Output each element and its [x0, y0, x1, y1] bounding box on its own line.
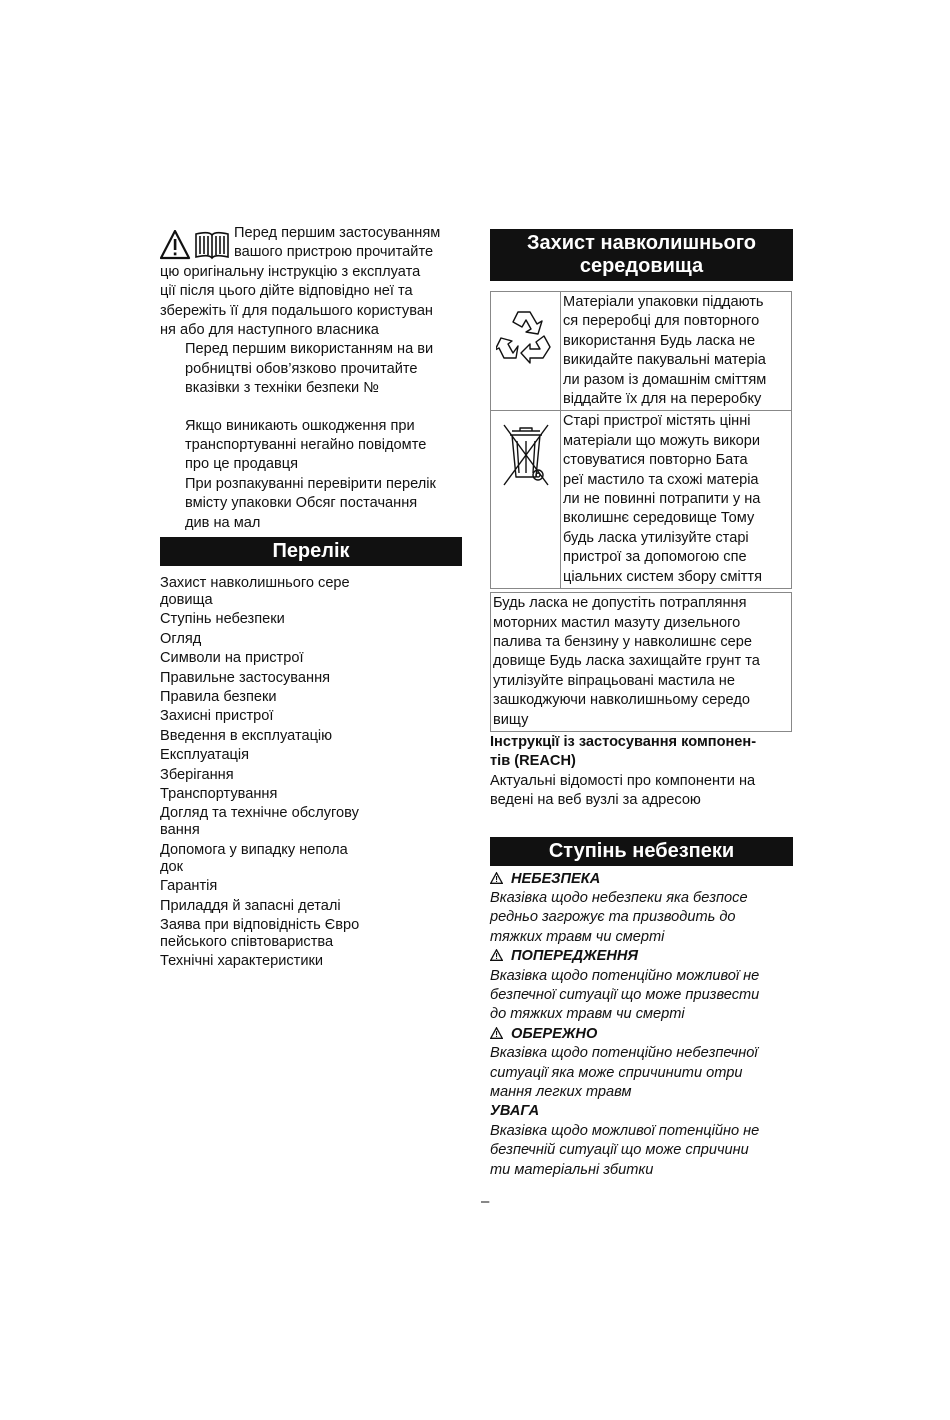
- transport-note-line: При розпакуванні перевірити перелік: [185, 475, 436, 492]
- environment-heading-line: середовища: [579, 255, 704, 277]
- notice-text-line: ти матеріальні збитки: [490, 1161, 654, 1178]
- notice-label: УВАГА: [490, 1103, 540, 1120]
- safety-note-line: робництві обов’язково прочитайте: [185, 360, 418, 377]
- contents-item[interactable]: [160, 842, 462, 878]
- contents-item-text: Технічні характеристики: [160, 953, 324, 970]
- contents-item-text: Правила безпеки: [160, 689, 277, 706]
- recycle-text-line: ли разом із домашнім сміттям: [563, 371, 767, 388]
- contents-item-text: Захист навколишнього сере: [160, 575, 350, 592]
- warning-text-line: безпечної ситуації що може призвести: [490, 987, 760, 1003]
- caution-text-line: ситуації яка може спричинити отри: [490, 1064, 743, 1081]
- intro-block: [160, 224, 462, 340]
- caution-text-line: Вказівка щодо потенційно небезпечної: [490, 1045, 758, 1062]
- left-column: [160, 224, 462, 973]
- contents-heading: Перелік: [160, 537, 462, 566]
- intro-line: ня або для наступного власника: [160, 322, 379, 339]
- recycle-text-line: використання Будь ласка не: [563, 332, 756, 349]
- contents-item-text: Огляд: [160, 630, 202, 647]
- contents-item[interactable]: [160, 805, 462, 841]
- contents-item[interactable]: [160, 878, 462, 897]
- contents-item[interactable]: [160, 575, 462, 611]
- intro-line: Перед першим застосуванням: [234, 225, 441, 241]
- disposal-icon-cell: [491, 411, 561, 589]
- warning-text-line: до тяжких травм чи смерті: [490, 1006, 685, 1023]
- contents-item[interactable]: [160, 898, 462, 917]
- oil-notice-line: утилізуйте віпрацьовані мастила не: [493, 672, 735, 689]
- recycle-icon-cell: [491, 292, 561, 411]
- disposal-text-line: Старі пристрої містять цінні: [563, 413, 751, 430]
- contents-item-text: Захисні пристрої: [160, 708, 274, 725]
- contents-item[interactable]: [160, 953, 462, 972]
- reach-text-line: ведені на веб вузлі за адресою: [490, 792, 701, 809]
- contents-item[interactable]: [160, 650, 462, 669]
- environment-heading: [490, 229, 793, 281]
- oil-notice-line: зашкоджуючи навколишньому середо: [493, 692, 750, 709]
- oil-notice-line: Будь ласка не допустіть потрапляння: [493, 595, 747, 612]
- transport-note-line: транспортуванні негайно повідомте: [185, 437, 427, 454]
- contents-item[interactable]: [160, 917, 462, 953]
- reach-text-line: Актуальні відомості про компоненти на: [490, 772, 756, 789]
- disposal-text-line: реї мастило та схожі матеріа: [563, 471, 759, 488]
- hazard-levels-heading: Ступінь небезпеки: [490, 837, 793, 866]
- disposal-row: [491, 411, 792, 589]
- right-column: [490, 229, 793, 1180]
- hazard-levels: [490, 870, 793, 1181]
- warning-label: [490, 947, 793, 966]
- warning-triangle-icon: [490, 872, 503, 884]
- disposal-text-line: пристрої за допомогою спе: [563, 549, 747, 566]
- disposal-text-line: ціальних систем збору сміття: [563, 568, 763, 585]
- transport-note-line: див на мал: [185, 514, 261, 531]
- contents-item-text: Введення в експлуатацію: [160, 727, 333, 744]
- crossed-bin-icon: [500, 423, 552, 487]
- page-number: –: [481, 1193, 490, 1210]
- contents-item[interactable]: [160, 767, 462, 786]
- contents-item-text: Заява при відповідність Євро: [160, 916, 360, 933]
- contents-item-text: Допомога у випадку неполa: [160, 841, 348, 858]
- intro-line: цю оригінальну інструкцію з експлуата: [160, 263, 421, 280]
- disposal-text: [561, 411, 792, 589]
- contents-item[interactable]: [160, 708, 462, 727]
- transport-note-line: про це продавця: [185, 456, 299, 473]
- contents-item[interactable]: [160, 670, 462, 689]
- contents-item-text: Ступінь небезпеки: [160, 611, 285, 628]
- contents-item-text: Зберігання: [160, 766, 234, 783]
- danger-text-line: тяжких травм чи смерті: [490, 928, 665, 945]
- recycle-row: [491, 292, 792, 411]
- contents-item[interactable]: [160, 689, 462, 708]
- safety-note-line: вказівки з техніки безпеки №: [185, 380, 379, 397]
- contents-item-text: Догляд та технічне обслугову: [160, 805, 359, 822]
- intro-line: вашого пристрою прочитайте: [234, 244, 434, 261]
- oil-notice-line: моторних мастил мазуту дизельного: [493, 614, 741, 631]
- contents-item[interactable]: [160, 786, 462, 805]
- disposal-text-line: будь ласка утилізуйте старі: [563, 529, 749, 546]
- contents-item-text: док: [160, 858, 184, 875]
- warning-label-text: ПОПЕРЕДЖЕННЯ: [511, 948, 639, 965]
- safety-note: [160, 340, 462, 398]
- contents-item[interactable]: [160, 728, 462, 747]
- reach-section: [490, 733, 793, 811]
- caution-text-line: мання легких травм: [490, 1084, 632, 1101]
- warning-triangle-icon: [490, 1027, 503, 1039]
- danger-label: [490, 870, 793, 889]
- oil-notice-box: [490, 592, 792, 732]
- danger-text-line: Вказівка щодо небезпеки яка безпосе: [490, 889, 748, 906]
- transport-note-line: Якщо виникають ошкодження при: [185, 417, 415, 434]
- contents-item[interactable]: [160, 611, 462, 630]
- contents-item-text: Експлуатація: [160, 747, 250, 764]
- contents-item[interactable]: [160, 631, 462, 650]
- contents-item-text: Символи на пристрої: [160, 650, 304, 667]
- recycle-icon: [496, 304, 556, 364]
- oil-notice-line: вищу: [493, 711, 529, 728]
- notice-text-line: безпечній ситуації що може спричини: [490, 1142, 749, 1159]
- warning-triangle-icon: [490, 949, 503, 961]
- contents-list: [160, 575, 462, 973]
- danger-text-line: редньо загрожує та призводить до: [490, 909, 736, 926]
- disposal-text-line: ли не повинні потрапити у на: [563, 491, 761, 508]
- transport-note: [160, 417, 462, 533]
- transport-note-line: вмісту упаковки Обсяг постачання: [185, 495, 418, 512]
- disposal-text-line: стовуватися повторно Бата: [563, 452, 748, 469]
- reach-heading: Інструкції із застосування компонен-: [490, 733, 757, 750]
- danger-label-text: НЕБЕЗПЕКА: [511, 870, 601, 887]
- environment-heading-line: Захист навколишнього: [526, 232, 757, 254]
- contents-item-text: Транспортування: [160, 786, 278, 802]
- contents-item-text: вання: [160, 822, 200, 839]
- recycle-text-line: віддайте їх для на переробку: [563, 391, 762, 408]
- disposal-text-line: матеріали що можуть викори: [563, 432, 761, 449]
- intro-line: ції після цього дійте відповідно неї та: [160, 283, 413, 300]
- oil-notice-line: палива та бензину у навколишнє сере: [493, 633, 752, 650]
- warning-text-line: Вказівка щодо потенційно можливої не: [490, 967, 760, 984]
- recycle-text-line: ся переробці для повторного: [563, 313, 760, 330]
- contents-item-text: пейського співтовариства: [160, 933, 334, 950]
- notice-text-line: Вказівка щодо можливої потенційно не: [490, 1122, 760, 1139]
- disposal-text-line: вколишнє середовище Тому: [563, 510, 755, 527]
- oil-notice-line: довище Будь ласка захищайте грунт та: [493, 653, 760, 670]
- caution-label: [490, 1025, 793, 1044]
- contents-item-text: довища: [160, 592, 213, 609]
- contents-item-text: Правильне застосування: [160, 669, 331, 686]
- reach-heading: тів (REACH): [490, 753, 576, 770]
- recycle-text-line: викидайте пакувальні матеріа: [563, 352, 766, 369]
- contents-item[interactable]: [160, 747, 462, 766]
- intro-line: збережіть її для подальшого користуван: [160, 302, 433, 319]
- environment-table: [490, 291, 792, 589]
- warning-and-manual-icon: [160, 230, 232, 260]
- caution-label-text: ОБЕРЕЖНО: [511, 1025, 598, 1042]
- contents-item-text: Гарантія: [160, 878, 218, 895]
- recycle-text: [561, 292, 792, 411]
- safety-note-line: Перед першим використанням на ви: [185, 341, 434, 358]
- contents-item-text: Приладдя й запасні деталі: [160, 897, 341, 914]
- recycle-text-line: Матеріали упаковки піддають: [563, 294, 764, 310]
